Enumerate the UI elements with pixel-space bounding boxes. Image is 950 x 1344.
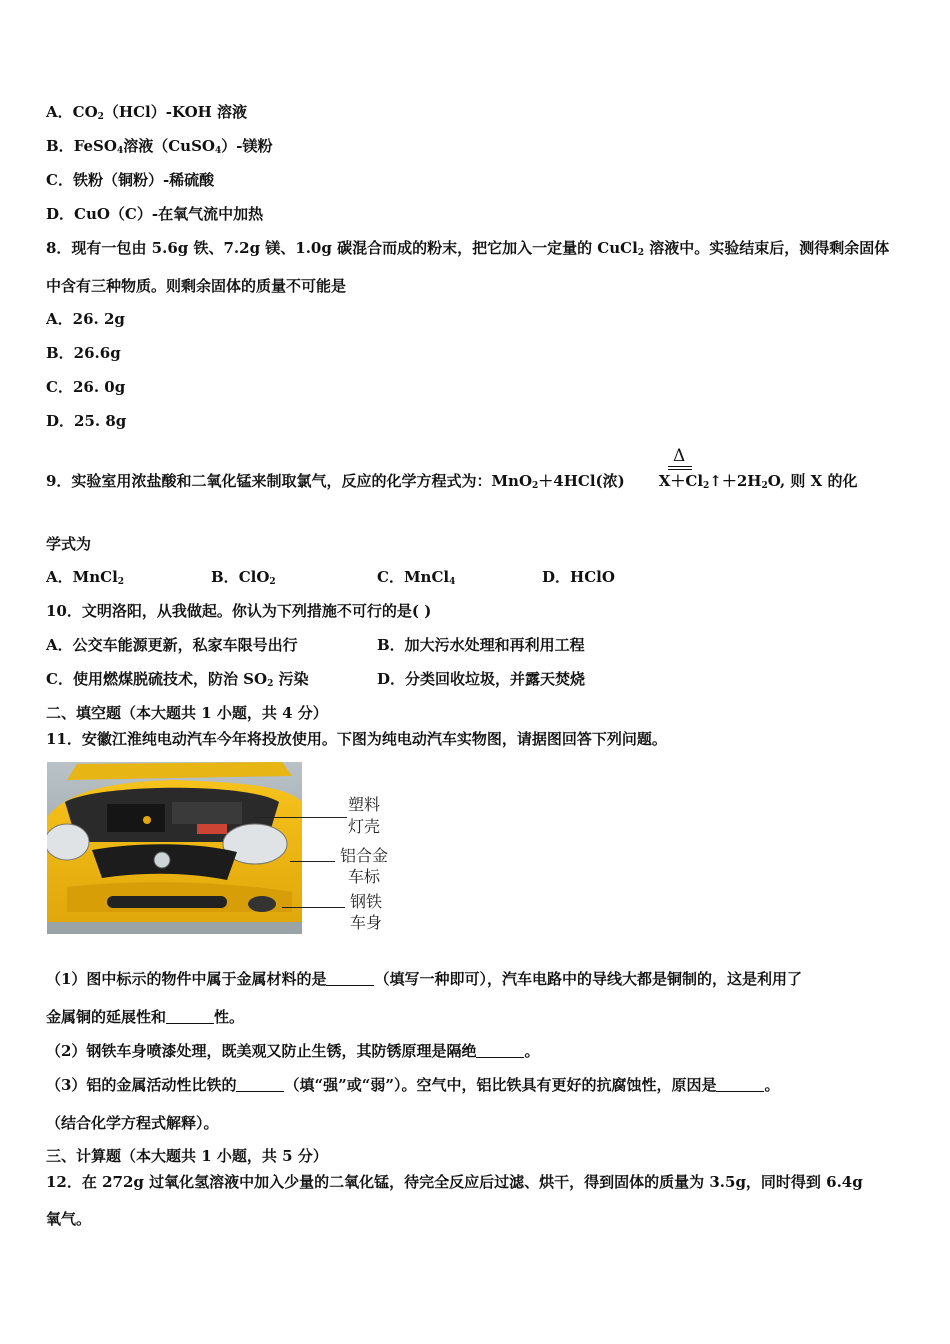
answer-blank[interactable] xyxy=(476,1043,524,1058)
q10-option-a: A．公交车能源更新，私家车限号出行 xyxy=(46,636,298,654)
section-fill-in-heading: 二、填空题（本大题共 1 小题，共 4 分） xyxy=(46,704,328,722)
answer-blank[interactable] xyxy=(326,971,374,986)
q10-option-c: C．使用燃煤脱硫技术，防治 $SO_2$ 污染 xyxy=(46,670,309,689)
q8-option-a: A．26. 2g xyxy=(46,310,125,328)
q7-option-b: B．FeSO$_4$溶液（CuSO$_4$）-镁粉 xyxy=(46,137,273,156)
callout-aluminum-alloy: 铝合金 xyxy=(340,846,389,865)
callout-line-steel xyxy=(282,907,345,908)
q8-stem-line2: 中含有三种物质。则剩余固体的质量不可能是 xyxy=(46,277,347,295)
q10-stem: 10．文明洛阳，从我做起。你认为下列措施不可行的是( ) xyxy=(46,602,432,620)
q8-option-b: B．26.6g xyxy=(46,344,121,362)
callout-lamp-housing: 灯壳 xyxy=(348,817,381,836)
q9-option-d: D．HClO xyxy=(542,568,615,586)
q10-option-d: D．分类回收垃圾，并露天焚烧 xyxy=(377,670,586,688)
q11-part1-line2: 金属铜的延展性和 性。 xyxy=(46,1008,245,1026)
answer-blank[interactable] xyxy=(166,1009,214,1024)
q8-option-c: C．26. 0g xyxy=(46,378,126,396)
q11-part2: （2）钢铁车身喷漆处理，既美观又防止生锈，其防锈原理是隔绝 。 xyxy=(46,1042,540,1060)
callout-steel: 钢铁 xyxy=(350,892,383,911)
section-calculation-heading: 三、计算题（本大题共 1 小题，共 5 分） xyxy=(46,1147,328,1165)
q7-option-d: D．CuO（C）-在氧气流中加热 xyxy=(46,205,264,223)
q12-stem-line2: 氧气。 xyxy=(46,1210,92,1228)
callout-line-plastic xyxy=(255,817,347,818)
q11-part3-line2: （结合化学方程式解释）。 xyxy=(46,1114,219,1132)
callout-car-badge: 车标 xyxy=(348,867,381,886)
q7-option-c: C．铁粉（铜粉）-稀硫酸 xyxy=(46,171,215,189)
electric-car-photo xyxy=(47,762,302,934)
q11-part1-line1: （1）图中标示的物件中属于金属材料的是 （填写一种即可），汽车电路中的导线大都是铜制的，这是利用了 xyxy=(46,970,802,988)
heat-delta-symbol: Δ xyxy=(673,446,686,466)
q9-option-c: C．MnCl$_4$ xyxy=(377,568,456,587)
q12-stem-line1: 12．在 272g 过氧化氢溶液中加入少量的二氧化锰，待完全反应后过滤、烘干，得到固体的质量为 3.5g，同时得到 6.4g xyxy=(46,1173,863,1191)
answer-blank[interactable] xyxy=(236,1077,284,1092)
q7-option-a: A．$CO_2(HCl)$-KOH 溶液 xyxy=(46,103,248,122)
q8-stem-line1: 8．现有一包由 5.6g 铁、7.2g 镁、1.0g 碳混合而成的粉末，把它加入一定量的 CuCl$_2$ 溶液中。实验结束后，测得剩余固体 xyxy=(46,239,890,258)
q10-option-b: B．加大污水处理和再利用工程 xyxy=(377,636,585,654)
q11-part3-line1: （3）铝的金属活动性比铁的 （填“强”或“弱”）。空气中，铝比铁具有更好的抗腐蚀性，原因是 。 xyxy=(46,1076,780,1094)
q9-option-a: A．MnCl$_2$ xyxy=(46,568,125,587)
equation-bar-top xyxy=(668,466,692,467)
q8-option-d: D．25. 8g xyxy=(46,412,127,430)
callout-car-body: 车身 xyxy=(350,913,383,932)
q9-stem-line2: 学式为 xyxy=(46,535,92,553)
callout-line-alloy xyxy=(290,861,335,862)
q11-stem: 11．安徽江淮纯电动汽车今年将投放使用。下图为纯电动汽车实物图，请据图回答下列问题。 xyxy=(46,730,667,748)
q9-option-b: B．ClO$_2$ xyxy=(211,568,276,587)
equation-bar-bottom xyxy=(668,469,692,470)
answer-blank[interactable] xyxy=(716,1077,764,1092)
callout-plastic: 塑料 xyxy=(348,795,381,814)
q9-stem-line1: 9．实验室用浓盐酸和二氧化锰来制取氯气，反应的化学方程式为：MnO$_2$＋4HCl(浓) $X+Cl_2↑+2H_2O$, 则 X 的化 xyxy=(46,472,858,491)
